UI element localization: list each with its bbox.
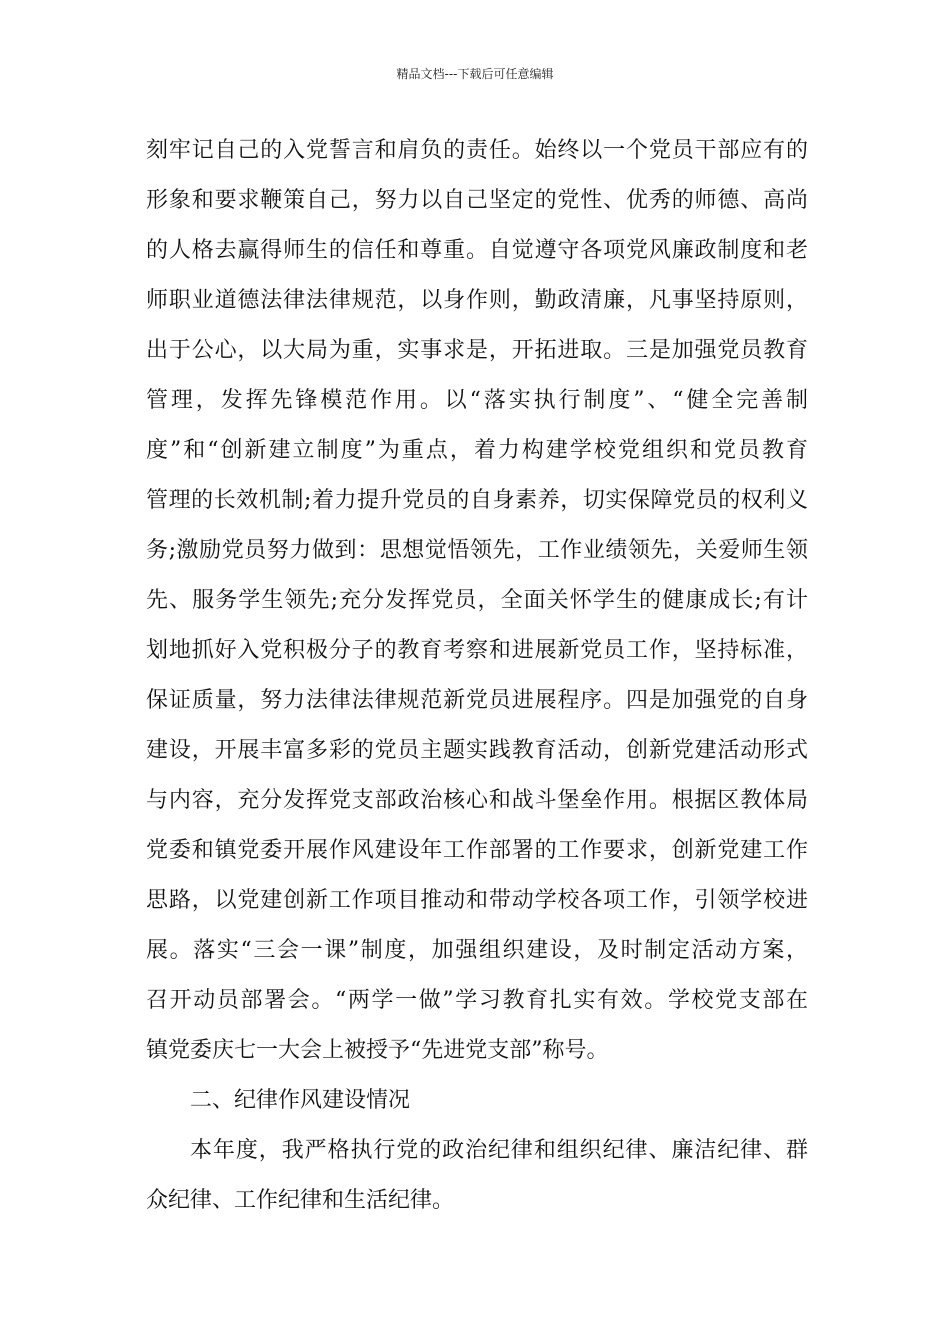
paragraph-line: 召开动员部署会。“两学一做”学习教育扎实有效。学校党支部在: [146, 988, 808, 1013]
paragraph-line: 管理，发挥先锋模范作用。以“落实执行制度”、“健全完善制: [146, 388, 808, 413]
paragraph-line: 划地抓好入党积极分子的教育考察和进展新党员工作，坚持标准，: [146, 638, 808, 663]
page-header: 精品文档---下载后可任意编辑: [396, 67, 554, 81]
paragraph-line: 建设，开展丰富多彩的党员主题实践教育活动，创新党建活动形式: [146, 738, 808, 763]
paragraph-line: 本年度，我严格执行党的政治纪律和组织纪律、廉洁纪律、群: [190, 1138, 808, 1163]
section-heading: 二、纪律作风建设情况: [190, 1088, 411, 1113]
paragraph-line: 先、服务学生领先;充分发挥党员，全面关怀学生的健康成长;有计: [146, 588, 808, 613]
paragraph-line: 形象和要求鞭策自己，努力以自己坚定的党性、优秀的师德、高尚: [146, 188, 808, 213]
paragraph-line: 镇党委庆七一大会上被授予“先进党支部”称号。: [146, 1038, 609, 1063]
paragraph-line: 务;激励党员努力做到：思想觉悟领先，工作业绩领先，关爱师生领: [146, 538, 808, 563]
paragraph-line: 思路，以党建创新工作项目推动和带动学校各项工作，引领学校进: [146, 888, 808, 913]
paragraph-line: 出于公心，以大局为重，实事求是，开拓进取。三是加强党员教育: [146, 338, 808, 363]
paragraph-line: 展。落实“三会一课”制度，加强组织建设，及时制定活动方案，: [146, 938, 808, 963]
paragraph-line: 党委和镇党委开展作风建设年工作部署的工作要求，创新党建工作: [146, 838, 808, 863]
paragraph-line: 刻牢记自己的入党誓言和肩负的责任。始终以一个党员干部应有的: [146, 138, 808, 163]
body-text: [146, 126, 808, 1226]
paragraph-line: 度”和“创新建立制度”为重点，着力构建学校党组织和党员教育: [146, 438, 808, 463]
paragraph-line: 的人格去赢得师生的信任和尊重。自觉遵守各项党风廉政制度和老: [146, 238, 808, 263]
paragraph-line: 师职业道德法律法律规范，以身作则，勤政清廉，凡事坚持原则，: [146, 288, 808, 313]
paragraph-line: 保证质量，努力法律法律规范新党员进展程序。四是加强党的自身: [146, 688, 808, 713]
paragraph-line: 与内容，充分发挥党支部政治核心和战斗堡垒作用。根据区教体局: [146, 788, 808, 813]
paragraph-line: 众纪律、工作纪律和生活纪律。: [146, 1188, 455, 1213]
paragraph-line: 管理的长效机制;着力提升党员的自身素养，切实保障党员的权利义: [146, 488, 808, 513]
